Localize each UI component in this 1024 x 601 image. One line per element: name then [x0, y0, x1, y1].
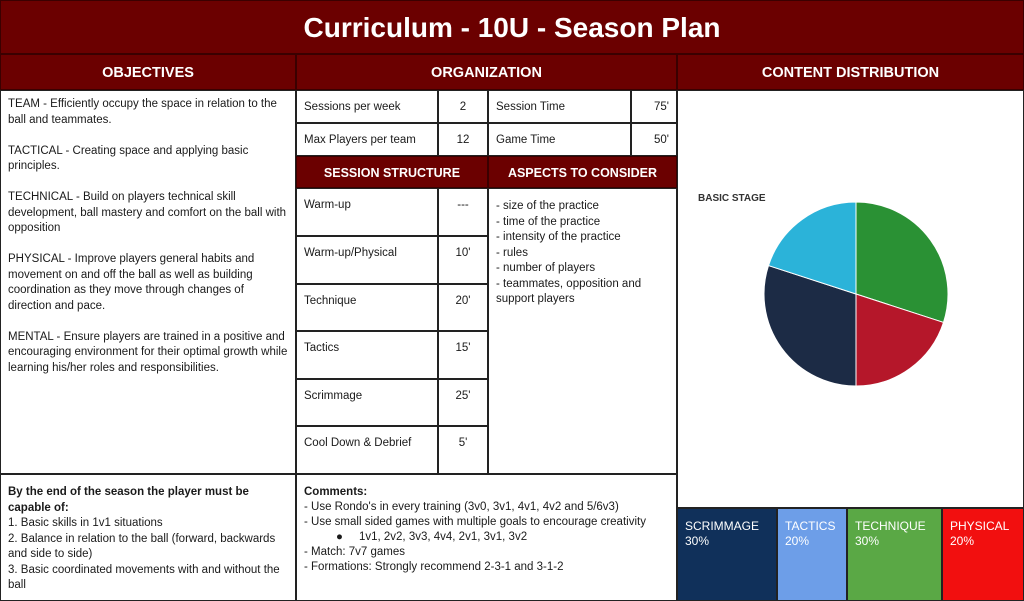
distribution-value: 20% — [785, 534, 810, 548]
organization-header: ORGANIZATION — [296, 54, 677, 90]
content-distribution-header: CONTENT DISTRIBUTION — [677, 54, 1024, 90]
objective-technical: TECHNICAL - Build on players technical skill development, ball mastery and comfort on the ball with opposition — [8, 191, 287, 234]
session-row-name: Warm-up — [296, 188, 438, 236]
aspect-item: - number of players — [496, 262, 596, 274]
max-players-value: 12 — [438, 123, 488, 156]
aspect-item: - size of the practice — [496, 200, 599, 212]
objectives-panel[interactable] — [0, 90, 296, 474]
end-of-season-heading: By the end of the season the player must be capable of: — [8, 486, 249, 514]
comments-heading: Comments: — [304, 486, 368, 498]
session-row-name: Warm-up/Physical — [296, 236, 438, 284]
session-row-time: 15' — [438, 331, 488, 379]
distribution-label: TECHNIQUE — [855, 519, 926, 533]
distribution-box-scrimmage — [677, 508, 777, 601]
objective-mental: MENTAL - Ensure players are trained in a positive and encouraging environment for their optimal growth while learning his/her roles and responsibilities. — [8, 330, 288, 374]
distribution-value: 20% — [950, 534, 975, 548]
session-row-name: Scrimmage — [296, 379, 438, 426]
session-structure-header: SESSION STRUCTURE — [296, 156, 488, 188]
end-of-season-item: 3. Basic coordinated movements with and without the ball — [8, 563, 280, 591]
end-of-season-panel[interactable] — [0, 474, 296, 601]
aspect-item: - rules — [496, 246, 528, 259]
session-row-time: 20' — [438, 284, 488, 331]
game-time-value: 50' — [631, 123, 677, 156]
distribution-label: PHYSICAL — [950, 519, 1010, 533]
objective-physical: PHYSICAL - Improve players general habits and movement on and off the ball as well as building coordination as they move through changes of direction and pace. — [8, 253, 255, 312]
session-row-name: Cool Down & Debrief — [296, 426, 438, 474]
page-title: Curriculum - 10U - Season Plan — [0, 0, 1024, 54]
aspects-header: ASPECTS TO CONSIDER — [488, 156, 677, 188]
distribution-label: SCRIMMAGE — [685, 519, 760, 533]
end-of-season-item: 1. Basic skills in 1v1 situations — [8, 517, 163, 529]
sessions-per-week-label: Sessions per week — [296, 90, 438, 123]
session-row-time: 25' — [438, 379, 488, 426]
session-row-time: --- — [438, 188, 488, 236]
distribution-label: TACTICS — [785, 519, 836, 533]
aspects-panel[interactable] — [488, 188, 677, 474]
end-of-season-item: 2. Balance in relation to the ball (forward, backwards and side to side) — [8, 532, 276, 560]
session-row-time: 5' — [438, 426, 488, 474]
distribution-box-tactics — [777, 508, 847, 601]
distribution-value: 30% — [855, 534, 880, 548]
distribution-box-technique — [847, 508, 942, 601]
aspect-item: - intensity of the practice — [496, 231, 621, 243]
comment-line: - Use small sided games with multiple goals to encourage creativity — [304, 516, 646, 528]
distribution-box-physical — [942, 508, 1024, 601]
comment-bullet — [304, 530, 669, 545]
session-row-time: 10' — [438, 236, 488, 284]
comments-panel[interactable] — [296, 474, 677, 601]
objective-tactical: TACTICAL - Creating space and applying basic principles. — [8, 144, 249, 172]
chart-title: BASIC STAGE — [698, 193, 766, 204]
comment-bullet-text: 1v1, 2v2, 3v3, 4v4, 2v1, 3v1, 3v2 — [358, 531, 528, 543]
bullet-dot-icon: ● — [336, 531, 343, 543]
objectives-header: OBJECTIVES — [0, 54, 296, 90]
comment-line: - Use Rondo's in every training (3v0, 3v1, 4v1, 4v2 and 5/6v3) — [304, 501, 619, 513]
session-row-name: Technique — [296, 284, 438, 331]
pie-chart — [760, 196, 952, 392]
sessions-per-week-value: 2 — [438, 90, 488, 123]
max-players-label: Max Players per team — [296, 123, 438, 156]
aspect-item: - teammates, opposition and support players — [496, 277, 642, 305]
objective-team: TEAM - Efficiently occupy the space in relation to the ball and teammates. — [8, 98, 277, 126]
session-time-value: 75' — [631, 90, 677, 123]
distribution-value: 30% — [685, 534, 710, 548]
aspect-item: - time of the practice — [496, 215, 601, 228]
session-time-label: Session Time — [488, 90, 631, 123]
comment-line: - Match: 7v7 games — [304, 546, 405, 558]
game-time-label: Game Time — [488, 123, 631, 156]
comment-line: - Formations: Strongly recommend 2-3-1 and 3-1-2 — [304, 561, 564, 573]
session-row-name: Tactics — [296, 331, 438, 379]
